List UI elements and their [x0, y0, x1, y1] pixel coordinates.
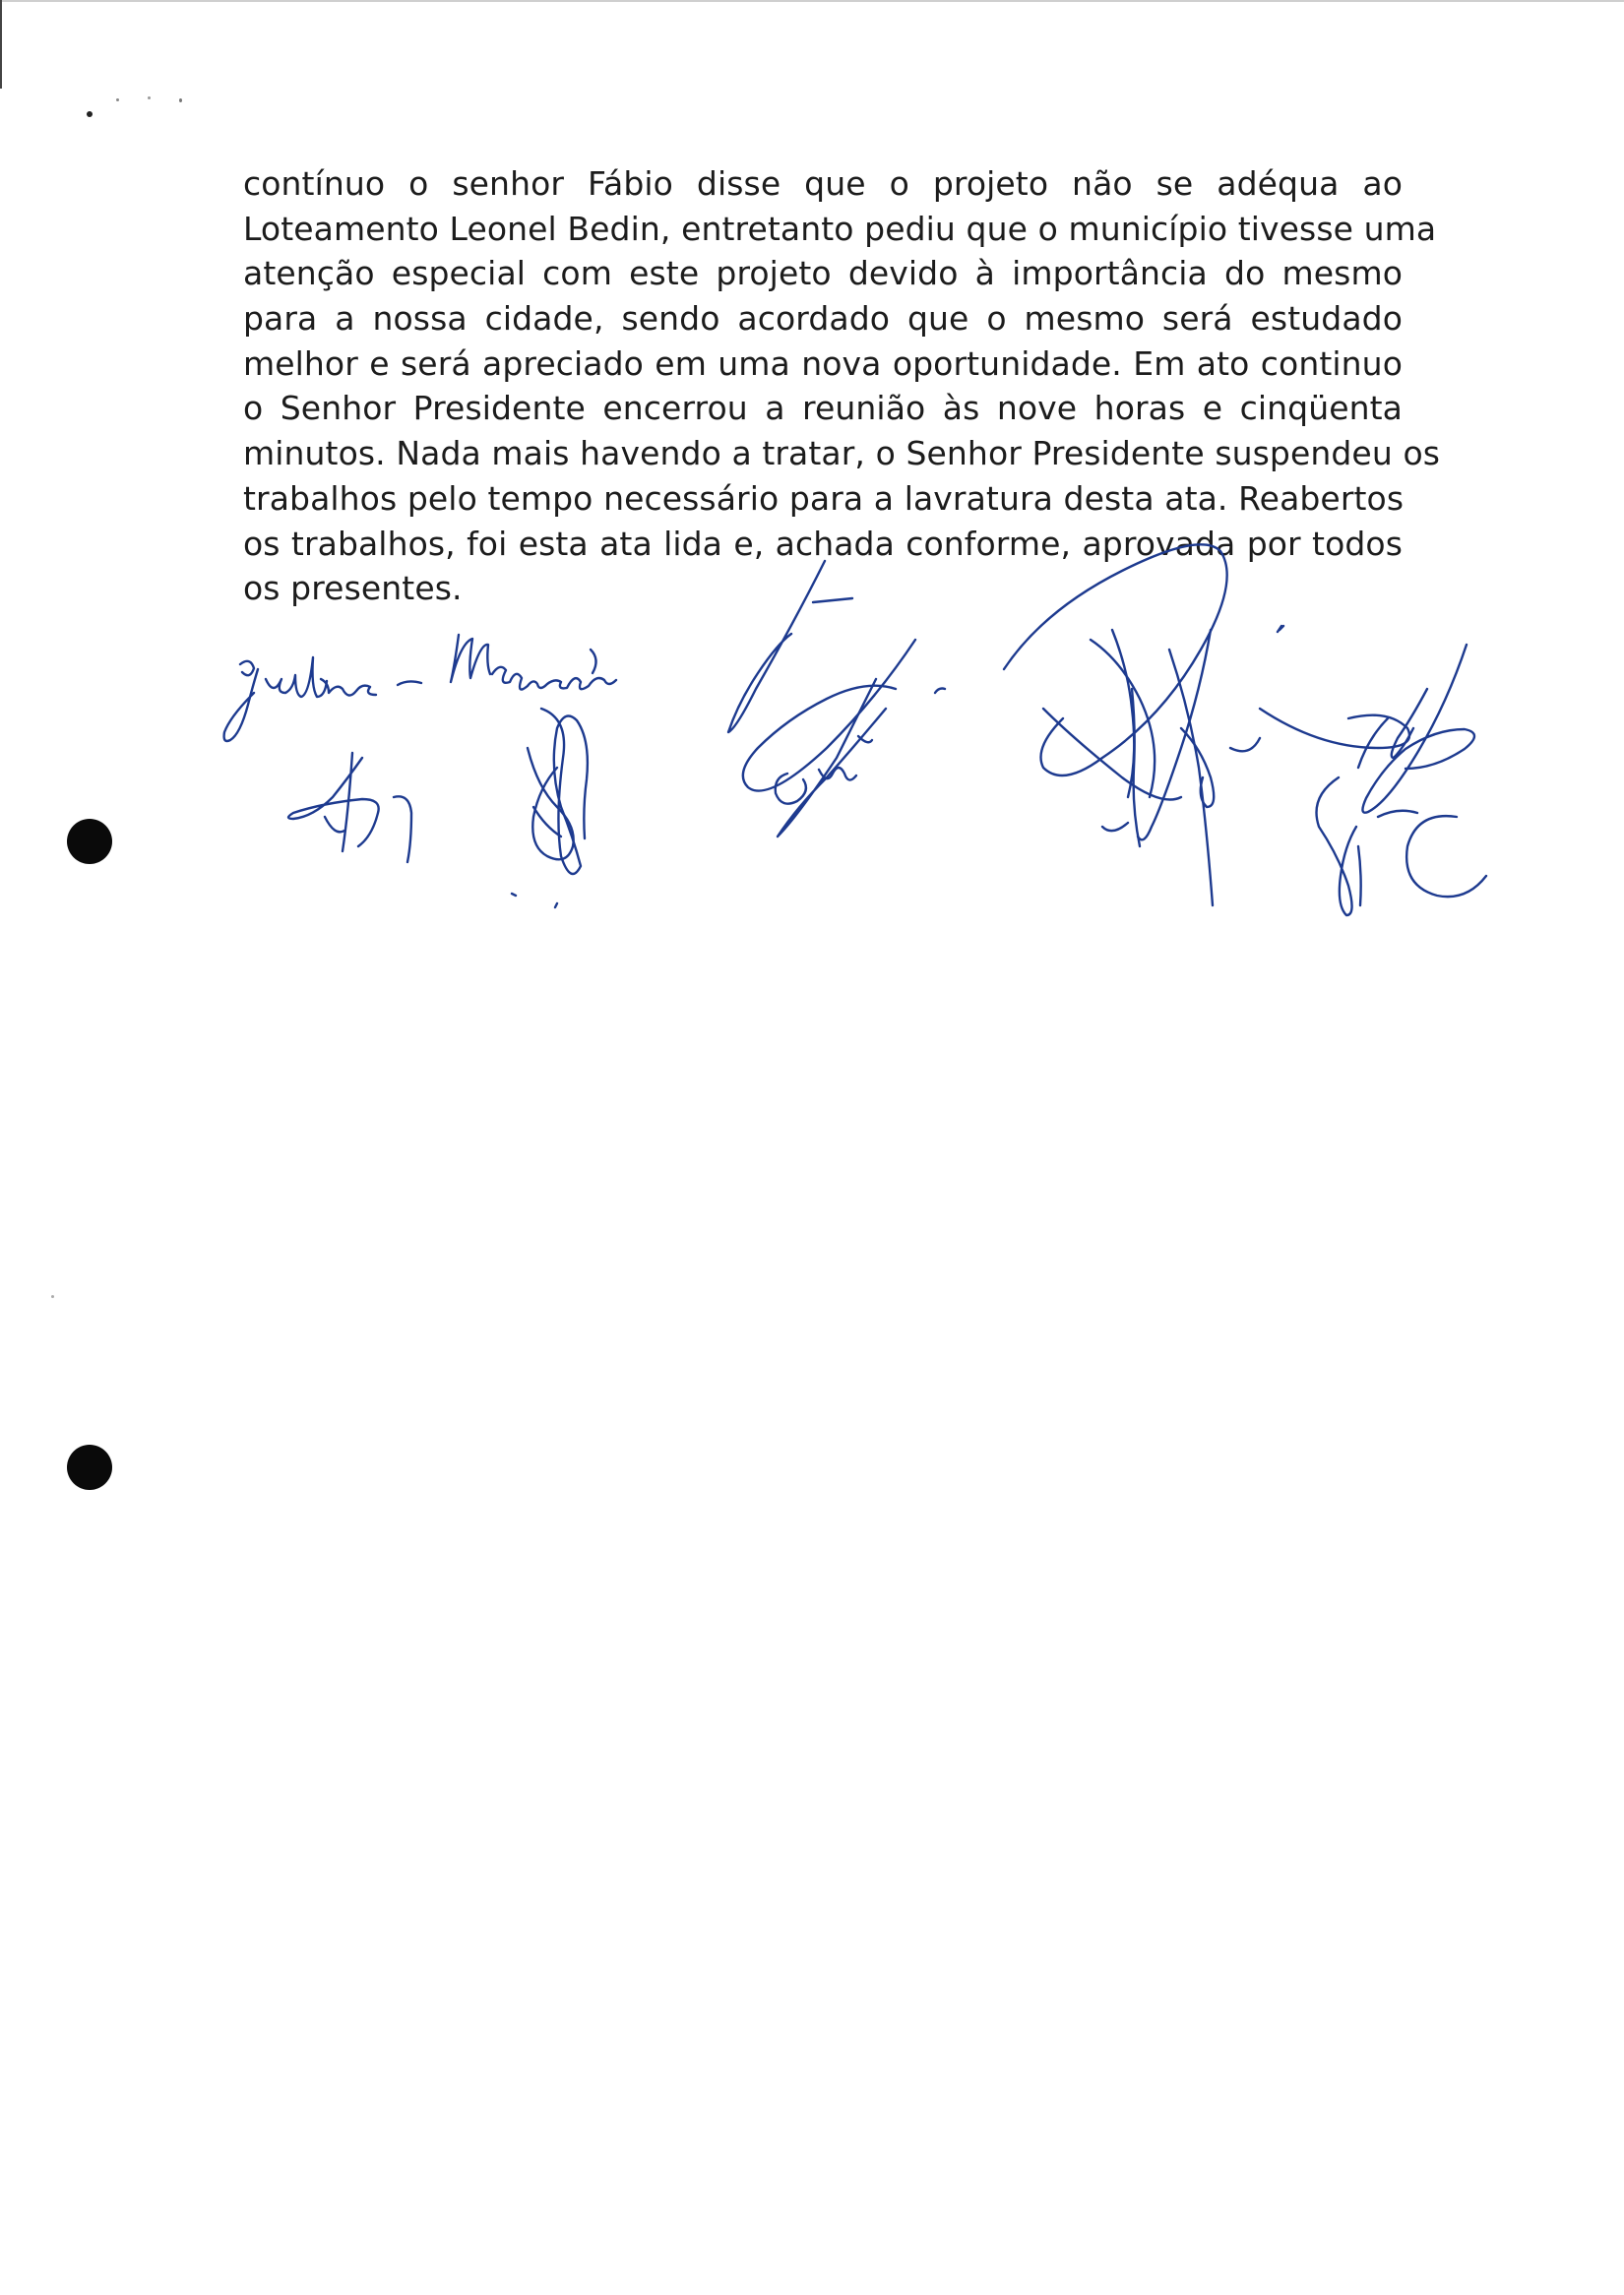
scan-speck: [87, 111, 93, 117]
scan-top-edge: [0, 0, 1624, 2]
scan-speck: [179, 98, 182, 102]
text-line: minutos. Nada mais havendo a tratar, o Senhor Presidente suspendeu os: [243, 434, 1441, 473]
scan-speck: [148, 96, 151, 99]
text-line: melhor e será apreciado em uma nova oportunidade. Em ato continuo: [243, 343, 1403, 383]
scan-left-edge: [0, 0, 2, 89]
signature-juliano: [224, 657, 421, 741]
signature-far-right: [1317, 645, 1487, 915]
text-line: contínuo o senhor Fábio disse que o projeto não se adéqua ao: [243, 164, 1403, 203]
signature-initials-left: [288, 753, 411, 862]
punch-hole-top: [67, 819, 112, 864]
text-line: o Senhor Presidente encerrou a reunião às nove horas e cinqüenta: [243, 389, 1403, 428]
scan-speck: [116, 98, 119, 101]
text-line: para a nossa cidade, sendo acordado que o mesmo será estudado: [243, 299, 1403, 339]
text-line: trabalhos pelo tempo necessário para a lavratura desta ata. Reabertos: [243, 478, 1405, 518]
text-line: atenção especial com este projeto devido à importância do mesmo: [243, 254, 1403, 293]
text-line: Loteamento Leonel Bedin, entretanto pediu que o município tivesse uma: [243, 209, 1437, 248]
text-line: os trabalhos, foi esta ata lida e, achada conforme, aprovada por todos: [243, 524, 1403, 563]
signature-loop-scribble: [512, 709, 588, 907]
text-line: os presentes.: [243, 569, 463, 608]
minutes-text: [243, 161, 1441, 611]
scan-speck: [51, 1295, 54, 1298]
punch-hole-bottom: [67, 1445, 112, 1490]
signature-stray-mark: [1278, 626, 1281, 632]
signature-muzzolon: [451, 635, 616, 690]
